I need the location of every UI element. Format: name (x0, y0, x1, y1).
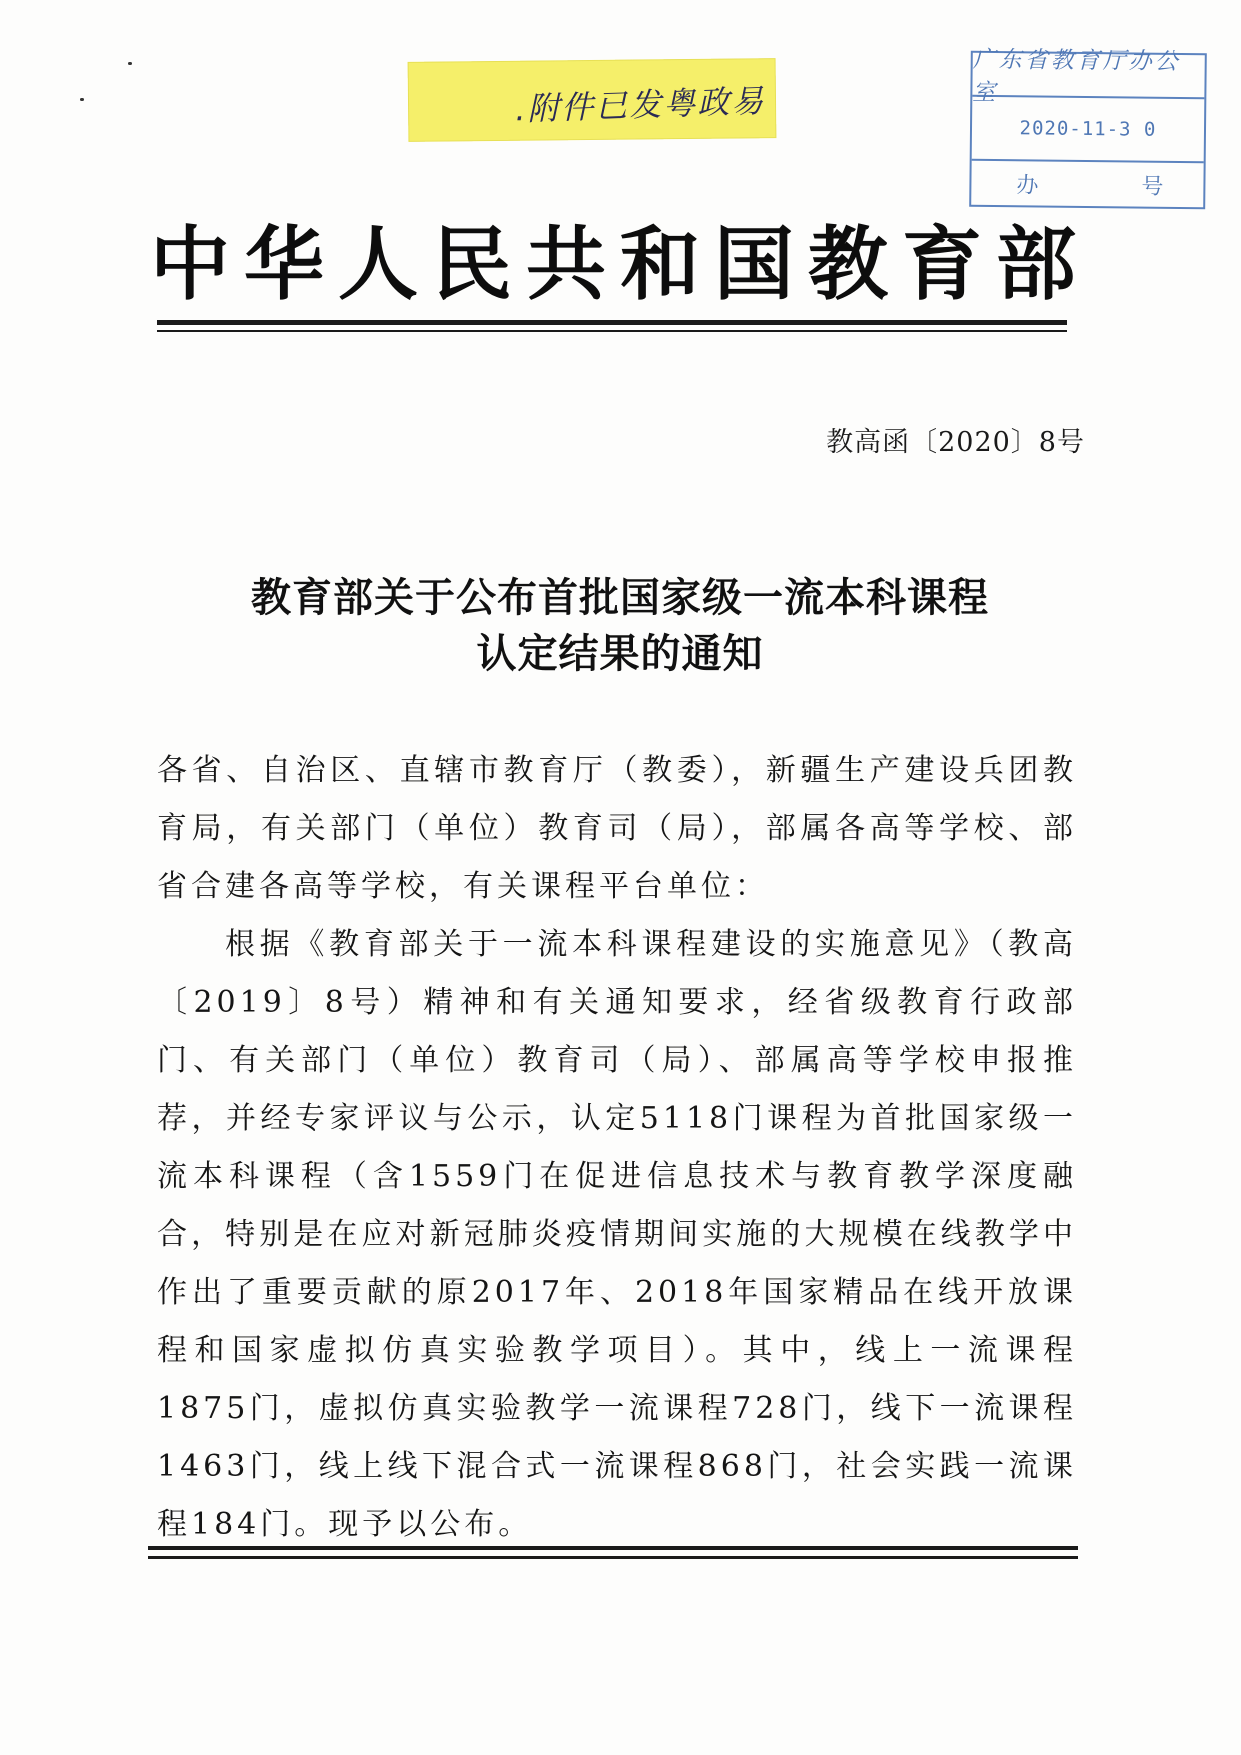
letterhead-title: 中华人民共和国教育部 (150, 218, 1090, 311)
addressee-paragraph: 各省、自治区、直辖市教育厅（教委），新疆生产建设兵团教育局，有关部门（单位）教育司（局），部属各高等学校、部省合建各高等学校，有关课程平台单位： (157, 753, 1077, 904)
letterhead-rule-thick (157, 320, 1067, 325)
scan-speck (128, 62, 132, 65)
scan-speck (80, 98, 84, 101)
stamp-number-label: 号 (1141, 174, 1164, 200)
sticky-note-handwriting: .附件已发粤政易 (514, 81, 766, 129)
document-number: 教高函〔2020〕8号 (826, 427, 1085, 458)
body-paragraph: 根据《教育部关于一流本科课程建设的实施意见》（教高〔2019〕8号）精神和有关通知要求，经省级教育行政部门、有关部门（单位）教育司（局）、部属高等学校申报推荐，并经专家评议与公示，认定5118门课程为首批国家级一流本科课程（含1559门在促进信息技术与教育教学深度融合，特别是在应对新冠肺炎疫情期间实施的大规模在线教学中作出了重要贡献的原2017年、2018年国家精品在线开放课程和国家虚拟仿真实验教学项目）。其中，线上一流课程1875门，虚拟仿真实验教学一流课程728门，线下一流课程1463门，线上线下混合式一流课程868门，社会实践一流课程184门。现予以公布。 (157, 927, 1077, 1542)
stamp-handled-label: 办 (1016, 172, 1039, 198)
document-title-line-1: 教育部关于公布首批国家级一流本科课程 (251, 575, 989, 621)
stamp-date: 2020-11-3 0 (972, 97, 1205, 163)
document-title-line-2: 认定结果的通知 (476, 631, 764, 677)
stamp-office-name: 广东省教育厅办公室 (972, 53, 1204, 99)
letterhead-rule-thin (157, 330, 1067, 332)
receipt-stamp (969, 46, 1207, 209)
footer-rule-thin (148, 1556, 1078, 1559)
footer-rule-thick (148, 1546, 1078, 1550)
